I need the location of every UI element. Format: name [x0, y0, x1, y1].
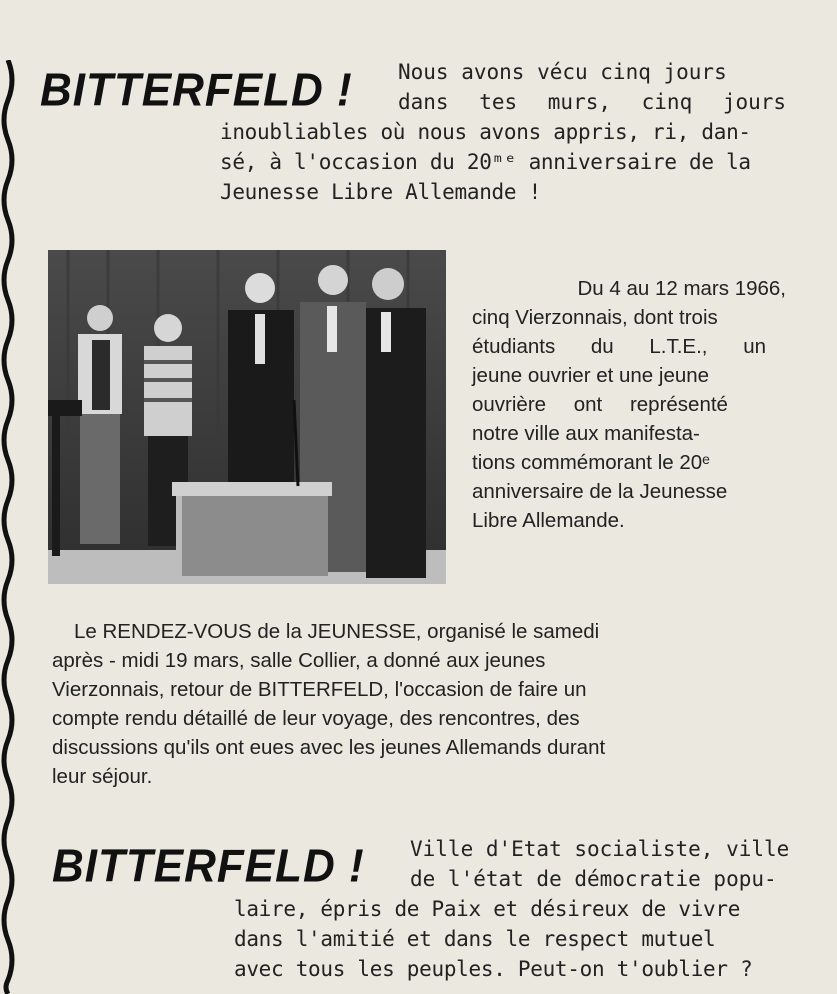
rendezvous-paragraph: [52, 617, 790, 791]
caption-line-9: Libre Allemande.: [472, 509, 625, 532]
photo-caption-paragraph: [472, 274, 786, 535]
intro-line-3: inoubliables où nous avons appris, ri, dan-: [220, 120, 751, 144]
closing-line-3: laire, épris de Paix et désireux de vivre: [234, 897, 741, 921]
rendezvous-line-5: discussions qu'ils ont eues avec les jeunes Allemands durant: [52, 736, 606, 759]
caption-line-7: tions commémorant le 20ᵉ: [472, 451, 710, 474]
intro-paragraph-bottom: [220, 117, 782, 207]
intro-line-4: sé, à l'occasion du 20ᵐᵉ anniversaire de la: [220, 150, 751, 174]
caption-line-3: étudiants du L.T.E., un: [472, 335, 766, 358]
closing-paragraph-bottom: [234, 894, 794, 984]
intro-line-2: dans tes murs, cinq jours: [398, 90, 787, 114]
headline-bitterfeld-1: BITTERFELD !: [40, 64, 353, 117]
closing-paragraph-top: [410, 834, 794, 894]
closing-line-1: Ville d'Etat socialiste, ville: [410, 837, 790, 861]
caption-line-8: anniversaire de la Jeunesse: [472, 480, 728, 503]
caption-line-1: Du 4 au 12 mars 1966,: [577, 277, 786, 300]
intro-line-5: Jeunesse Libre Allemande !: [220, 180, 541, 204]
rendezvous-line-3: Vierzonnais, retour de BITTERFELD, l'occasion de faire un: [52, 678, 587, 701]
intro-paragraph-top: [398, 57, 787, 117]
headline-bitterfeld-2: BITTERFELD !: [52, 840, 365, 893]
wavy-border-decoration: [0, 60, 20, 994]
rendezvous-line-4: compte rendu détaillé de leur voyage, des rencontres, des: [52, 707, 580, 730]
group-photo: [48, 250, 446, 584]
caption-line-4: jeune ouvrier et une jeune: [472, 364, 710, 387]
caption-line-2: cinq Vierzonnais, dont trois: [472, 306, 718, 329]
rendezvous-line-1: Le RENDEZ-VOUS de la JEUNESSE, organisé le samedi: [74, 620, 600, 643]
rendezvous-line-6: leur séjour.: [52, 765, 153, 788]
closing-line-4: dans l'amitié et dans le respect mutuel: [234, 927, 716, 951]
group-photo-image: [48, 250, 446, 584]
closing-line-2: de l'état de démocratie popu-: [410, 867, 777, 891]
closing-line-5: avec tous les peuples. Peut-on t'oublier ?: [234, 957, 753, 981]
intro-line-1: Nous avons vécu cinq jours: [398, 60, 727, 84]
rendezvous-line-2: après - midi 19 mars, salle Collier, a donné aux jeunes: [52, 649, 546, 672]
caption-line-6: notre ville aux manifesta-: [472, 422, 700, 445]
caption-line-5: ouvrière ont représenté: [472, 393, 728, 416]
